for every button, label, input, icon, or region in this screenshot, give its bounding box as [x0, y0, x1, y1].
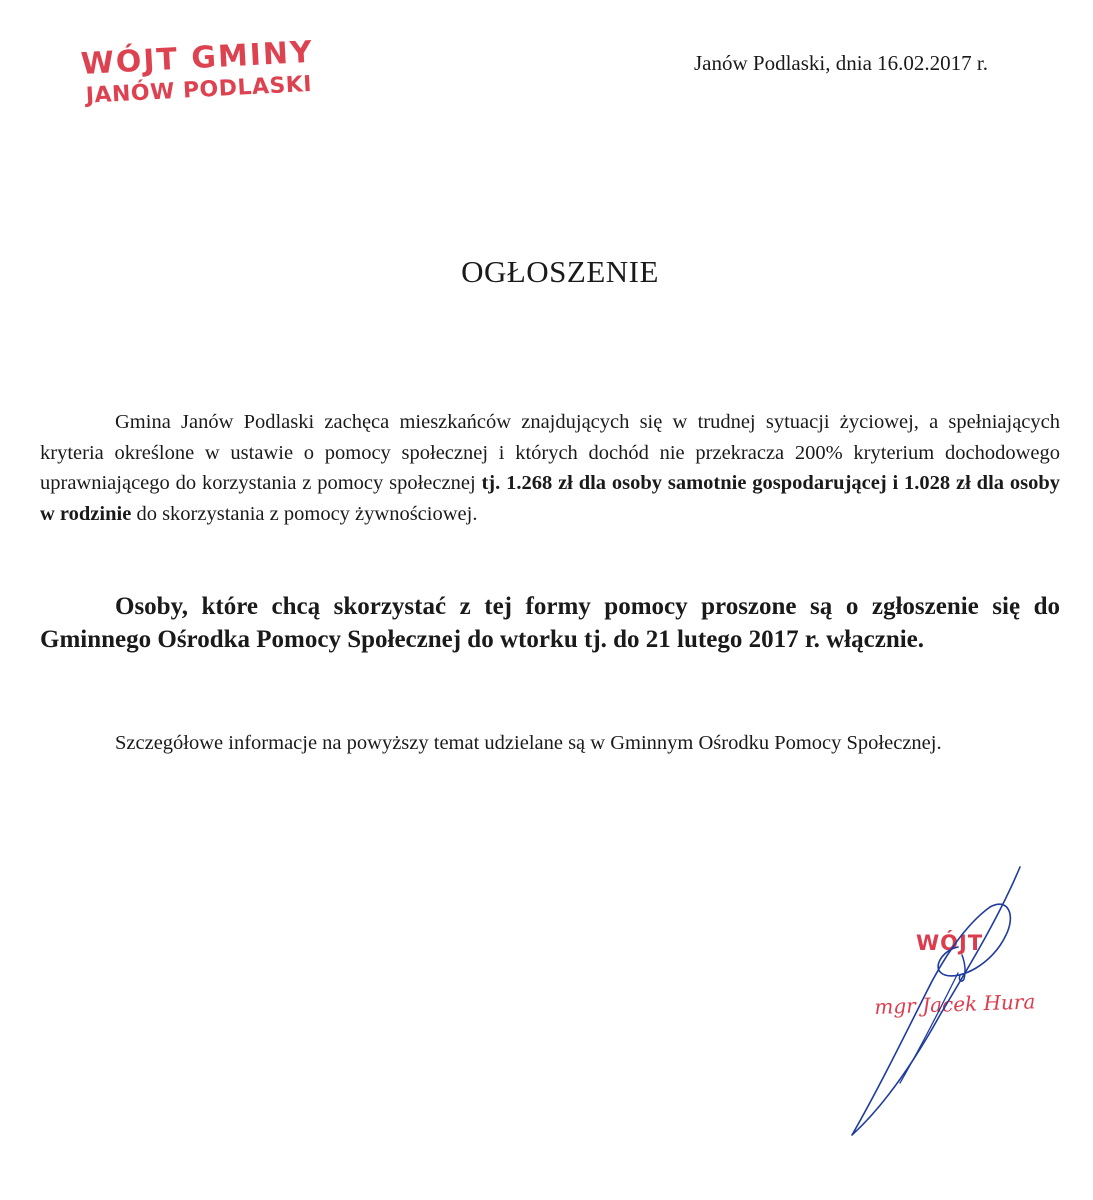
- paragraph-details: [40, 728, 1060, 759]
- paragraph-1-outro: do skorzystania z pomocy żywnościowej.: [131, 502, 478, 525]
- signature-block: [830, 855, 1070, 1145]
- paragraph-deadline: [40, 590, 1060, 656]
- document-title: OGŁOSZENIE: [461, 254, 659, 289]
- document-date: Janów Podlaski, dnia 16.02.2017 r.: [694, 51, 988, 75]
- stamp-wojt-gminy: [80, 36, 316, 112]
- paragraph-announcement: [40, 407, 1060, 529]
- stamp-line-2: JANÓW PODLASKI: [85, 71, 313, 109]
- paragraph-1-income-thresholds: tj. 1.268 zł dla osoby samotnie gospodarującej i 1.028 zł dla osoby w rodzinie: [40, 472, 1060, 525]
- paragraph-2-text: Osoby, które chcą skorzystać z tej formy pomocy proszone są o zgłoszenie się do Gminnego Ośrodka Pomocy Społecznej do wtorku tj. do 21 lutego 2017 r. włącznie.: [40, 593, 1060, 653]
- signature-stamp-title: WÓJT: [916, 931, 984, 955]
- paragraph-1-intro: Gmina Janów Podlaski zachęca mieszkańców znajdujących się w trudnej sytuacji życiowej, a spełniających kryteria określone w ustawie o pomocy społecznej i których dochód nie przekracza 200% kryterium dochodowego uprawniającego do korzystania z pomocy społecznej: [40, 411, 1060, 494]
- handwritten-signature: [830, 855, 1070, 1145]
- stamp-line-1: WÓJT GMINY: [79, 34, 315, 82]
- paragraph-3-text: Szczegółowe informacje na powyższy temat udzielane są w Gminnym Ośrodku Pomocy Społecznej.: [115, 732, 942, 754]
- signature-stamp-name: mgr Jacek Hura: [874, 989, 1036, 1019]
